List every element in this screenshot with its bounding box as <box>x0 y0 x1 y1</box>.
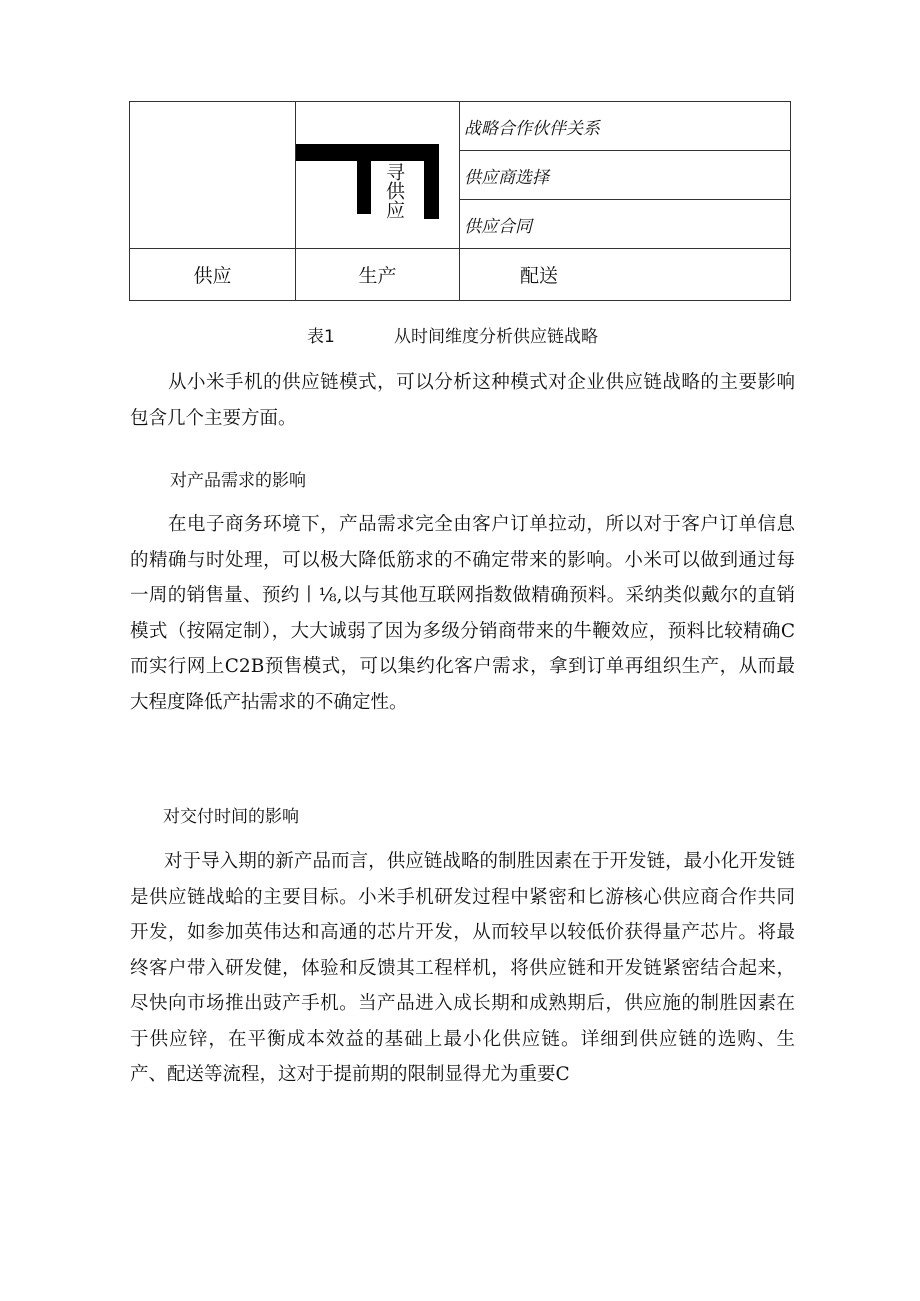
table-footer-supply: 供应 <box>130 249 296 301</box>
caption-text: 从时间维度分析供应链战略 <box>394 327 598 347</box>
strategy-table <box>129 101 791 300</box>
table-cell-partnership: 战略合作伙伴关系 <box>460 102 791 151</box>
diagram-bar-left <box>357 144 371 214</box>
table-cell-supplier-selection: 供应商选择 <box>460 151 791 200</box>
heading-delivery-impact: 对交付时间的影响 <box>163 807 299 827</box>
paragraph-intro: 从小米手机的供应链模式，可以分析这种模式对企业供应链战略的主要影响包含几个主要方面。 <box>130 372 795 429</box>
table-cell-supply-contract: 供应合同 <box>460 200 791 249</box>
paragraph-delivery: 对于导入期的新产品而言，供应链战略的制胜因素在于开发链，最小化开发链是供应链战蛤的主要目标。小米手机研发过程中紧密和匕游核心供应商合作共同开发，如参加英伟达和高通的芯片开发，从而较早以较低价获得量产芯片。将最终客户带入研发健，体验和反馈其工程样机，将供应链和开发链紧密结合起来，尽快向市场推出豉产手机。当产品进入成长期和成熟期后，供应施的制胜因素在于供应锌，在平衡成本效益的基础上最小化供应链。详细到供应链的选购、生产、配送等流程，这对于提前期的限制显得尤为重要C <box>130 851 795 1085</box>
table-blank-cell <box>130 102 296 249</box>
table-footer-production: 生产 <box>296 249 460 301</box>
caption-number: 表1 <box>307 327 335 347</box>
table-footer-distribution: 配送 <box>460 249 791 301</box>
heading-demand-impact: 对产品需求的影响 <box>170 471 306 491</box>
paragraph-demand: 在电子商务环境下，产品需求完全由客户订单拉动，所以对于客户订单信息的精确与时处理，可以极大降低筋求的不确定带来的影响。小米可以做到通过每一周的销售量、预约丨⅛,以与其他互联网指数做精确预料。采纳类似戴尔的直销模式（按隔定制），大大诚弱了因为多级分销商带来的牛鞭效应，预料比较精确C而实行网上C2B预售模式，可以集约化客户需求，拿到订单再组织生产，从而最大程度降低产拈需求的不确定性。 <box>130 514 795 713</box>
diagram-vertical-text: 寻供应 <box>383 162 405 219</box>
table-diagram-cell <box>296 102 460 249</box>
diagram-bar-right <box>424 144 439 219</box>
